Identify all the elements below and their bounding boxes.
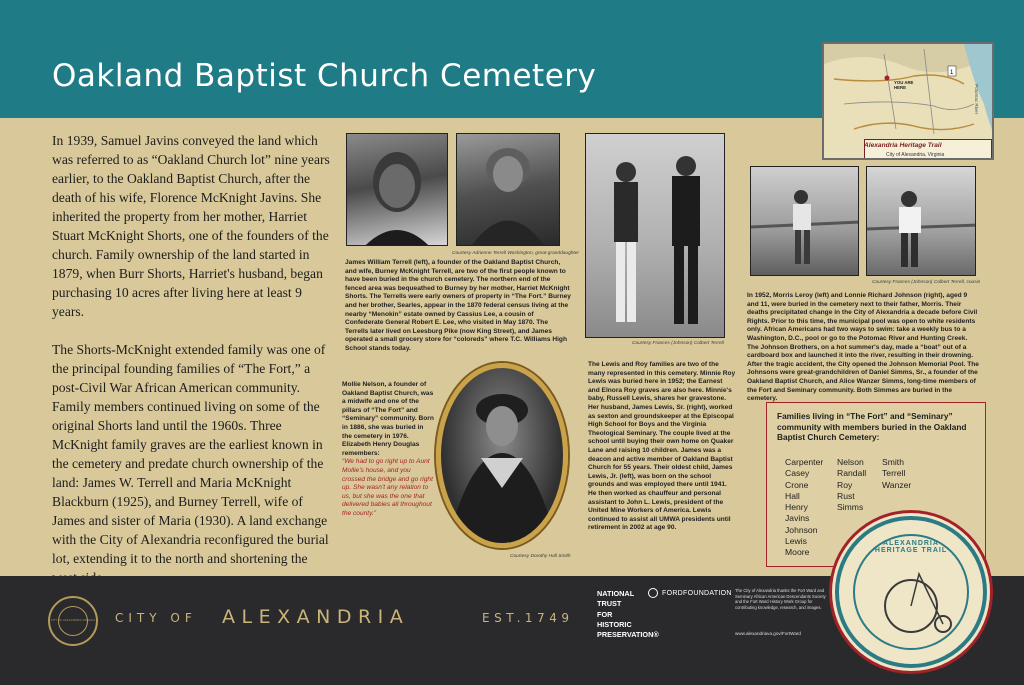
terrell-photo-credit: Courtesy Adrienne Terrell Washington, great-granddaughter xyxy=(452,251,580,256)
family-name: Casey xyxy=(785,468,810,479)
families-column-3 xyxy=(882,457,911,491)
ntrust-line: NATIONAL xyxy=(597,589,635,598)
mollie-caption-text: Mollie Nelson, a founder of Oakland Baptist Church, was a midwife and one of the pillars of “The Fort” and “Seminary” community. Born in 1886, she was buried in the cemetery in 1976. Elizabeth Henry Douglas remembers: xyxy=(342,381,434,457)
family-name: Johnson xyxy=(785,524,818,535)
mollie-caption xyxy=(342,381,434,519)
heritage-trail-badge-icon xyxy=(835,516,987,668)
photo-burney-terrell xyxy=(456,133,560,246)
intro-text xyxy=(52,131,334,606)
family-name: Randall xyxy=(837,468,867,479)
mollie-photo-credit: Courtesy Dorothy Hall Smith xyxy=(510,554,571,559)
johnson-photo-credit: Courtesy Frances (Johnson) Colbert Terrell, cousin xyxy=(872,280,981,285)
lewis-caption: The Lewis and Roy families are two of the many represented in this cemetery. Minnie Roy Lewis was buried here in 1952; the Earnest and Elnora Roy graves are also here. Minnie's baby, Russell Lewis, shares her gravestone. Her husband, James Lewis, Sr. (right), worked as sexton and groundskeeper at the Episcopal High School for Boys and the Virginia Theological Seminary. The couple lived at the school until buying their own home on Quaker Lane and raising 10 children. James was a deacon and active member of Oakland Baptist Church for 55 years. Their oldest child, James Lewis, Jr. (left), was born on the school grounds and was employed there until 1941. He then worked as chauffeur and personal assistant to John L. Lewis, president of the United Mine Workers of America. Lewis continued to assist all UMWA presidents until retirement in 2002 at age 90. xyxy=(588,361,736,532)
ford-foundation-label: FORDFOUNDATION xyxy=(662,590,732,597)
city-seal-text: CITY OF ALEXANDRIA VIRGINIA xyxy=(50,619,96,622)
family-name: Moore xyxy=(785,547,810,558)
ntrust-line: TRUST xyxy=(597,599,622,609)
city-seal-icon xyxy=(48,596,98,646)
footer-established: EST.1749 xyxy=(482,611,574,625)
page-title: Oakland Baptist Church Cemetery xyxy=(52,58,597,94)
intro-paragraph-2: The Shorts-McKnight extended family was one of the principal founding families of “The Fort,” a post-Civil War African American community. Family members continued living on some of the original Shorts land until the 1960s. Three McKnight family graves are the earliest known in the cemetery and predate church ownership of the land: James W. Terrell and Maria McKnight Blackburn (1925), and Burney Terrell, wife of James and sister of Maria (1930). A land exchange with the City of Alexandria reconfigured the burial lot, extending it to the north and shortening the xyxy=(52,342,329,566)
photo-james-terrell xyxy=(346,133,448,246)
footer-city-of: CITY OF xyxy=(115,611,197,625)
ford-foundation-icon xyxy=(648,588,658,598)
family-name: Javins xyxy=(785,513,810,524)
family-name: Hall xyxy=(785,490,800,501)
photo-lewis-family xyxy=(585,133,725,338)
family-name: Crone xyxy=(785,479,809,490)
svg-text:1: 1 xyxy=(950,70,954,76)
family-name: Simms xyxy=(837,502,864,513)
lewis-figures xyxy=(586,134,725,338)
family-name: Terrell xyxy=(882,468,906,479)
mollie-quote: “We had to go right up to Aunt Mollie's house, and you crossed the bridge and go right up. She wasn't any relation to us, but she was the one that delivered babies all throughout the county.” xyxy=(342,458,433,517)
families-heading: Families living in “The Fort” and “Seminary” community with members buried in the Oakland Baptist Church Cemetery: xyxy=(777,411,967,442)
mollie-figure xyxy=(441,368,563,543)
johnson-caption: In 1952, Morris Leroy (left) and Lonnie Richard Johnson (right), aged 9 and 11, were buried in the cemetery next to their father, Morris. Their deaths precipitated change in the City of Alexandria a decade before Civil Rights. Prior to this time, the municipal pool was open to white residents only. African Americans had two ways to swim: take a weekly bus to a Washington, D.C., pool or go to the Potomac River and Hunting Creek. The Johnson Brothers, on a hot summer's day, made a “boat” out of a cardboard box and launched it into the river, resulting in their drowning. After the tragic accident, the City opened the Johnson Memorial Pool. The Johnsons were great-grandchildren of Daniel Simms, Sr., a founder of the Oakland Baptist Church, and Alice Wanzer Simms, long-time members of the Fort and Seminary community. Both Simmes are buried in the cemetery. xyxy=(747,292,979,403)
family-name: Rust xyxy=(837,490,855,501)
family-name: Smith xyxy=(882,457,904,467)
ntrust-line: HISTORIC xyxy=(597,619,632,629)
footer-url[interactable]: www.alexandriava.gov/FortWard xyxy=(735,631,801,636)
footer-thanks: The City of Alexandria thanks the Fort Ward and Seminary African American Descendants Society and the Fort Ward History Work Group for contributing knowledge, research, and images. xyxy=(735,588,826,610)
map-trail-label: Alexandria Heritage Trail xyxy=(864,142,942,149)
river-label: Potomac River xyxy=(974,84,979,115)
footer-alexandria: ALEXANDRIA xyxy=(222,606,410,628)
family-name: Henry xyxy=(785,502,808,513)
intro-paragraph-1: In 1939, Samuel Javins conveyed the land which was referred to as “Oakland Church lot” nine years earlier, to the Oakland Baptist Church, after the death of his wife, Florence McKnight Javins. She inherited the property from her mother, Harriet Stuart McKnight Shorts, one of the founders of the church. Family ownership of the land started in 1879, when Burr Shorts, Harriet's husband, began purchasing 10 acres after living here at least 9 years. xyxy=(52,133,330,319)
family-name: Roy xyxy=(837,479,853,490)
terrell-caption: James William Terrell (left), a founder of the Oakland Baptist Church, and wife, Burney McKnight Terrell, are two of the first people known to have been buried in the church cemetery. The northern end of the fenced area was bequeathed to Burney by her mother, Harriet McKnight Shorts. The Terrells were early owners of property in “The Fort.” Burney and her brother, Searles, appear in the 1870 federal census living at the nearby “Menokin” estate owned by Cassius Lee, a cousin of Confederate General Robert E. Lee, who visited in May 1870. The Terrells later lived on Leesburg Pike (now King Street), and James operated a small grocery store for “coloreds” where T.C. Williams High School stands today. xyxy=(345,259,571,352)
photo-lonnie-richard-johnson xyxy=(866,166,976,276)
map-city-label: City of Alexandria, Virginia xyxy=(886,152,945,158)
map-inset xyxy=(822,42,994,160)
families-column-1 xyxy=(785,457,823,559)
family-name: Carpenter xyxy=(785,457,824,467)
family-name: Lewis xyxy=(785,536,807,547)
photo-morris-leroy-johnson xyxy=(750,166,859,276)
families-column-2 xyxy=(837,457,866,513)
you-are-here-label: YOU ARE HERE xyxy=(894,80,914,90)
ntrust-line: FOR xyxy=(597,609,613,619)
ntrust-line: PRESERVATION® xyxy=(597,630,659,640)
family-name: Nelson xyxy=(837,457,864,467)
badge-text: ALEXANDRIA HERITAGE TRAIL xyxy=(874,540,948,554)
photo-mollie-nelson xyxy=(436,363,568,548)
lewis-photo-credit: Courtesy Frances (Johnson) Colbert Terrell xyxy=(632,341,724,346)
family-name: Wanzer xyxy=(882,479,912,490)
